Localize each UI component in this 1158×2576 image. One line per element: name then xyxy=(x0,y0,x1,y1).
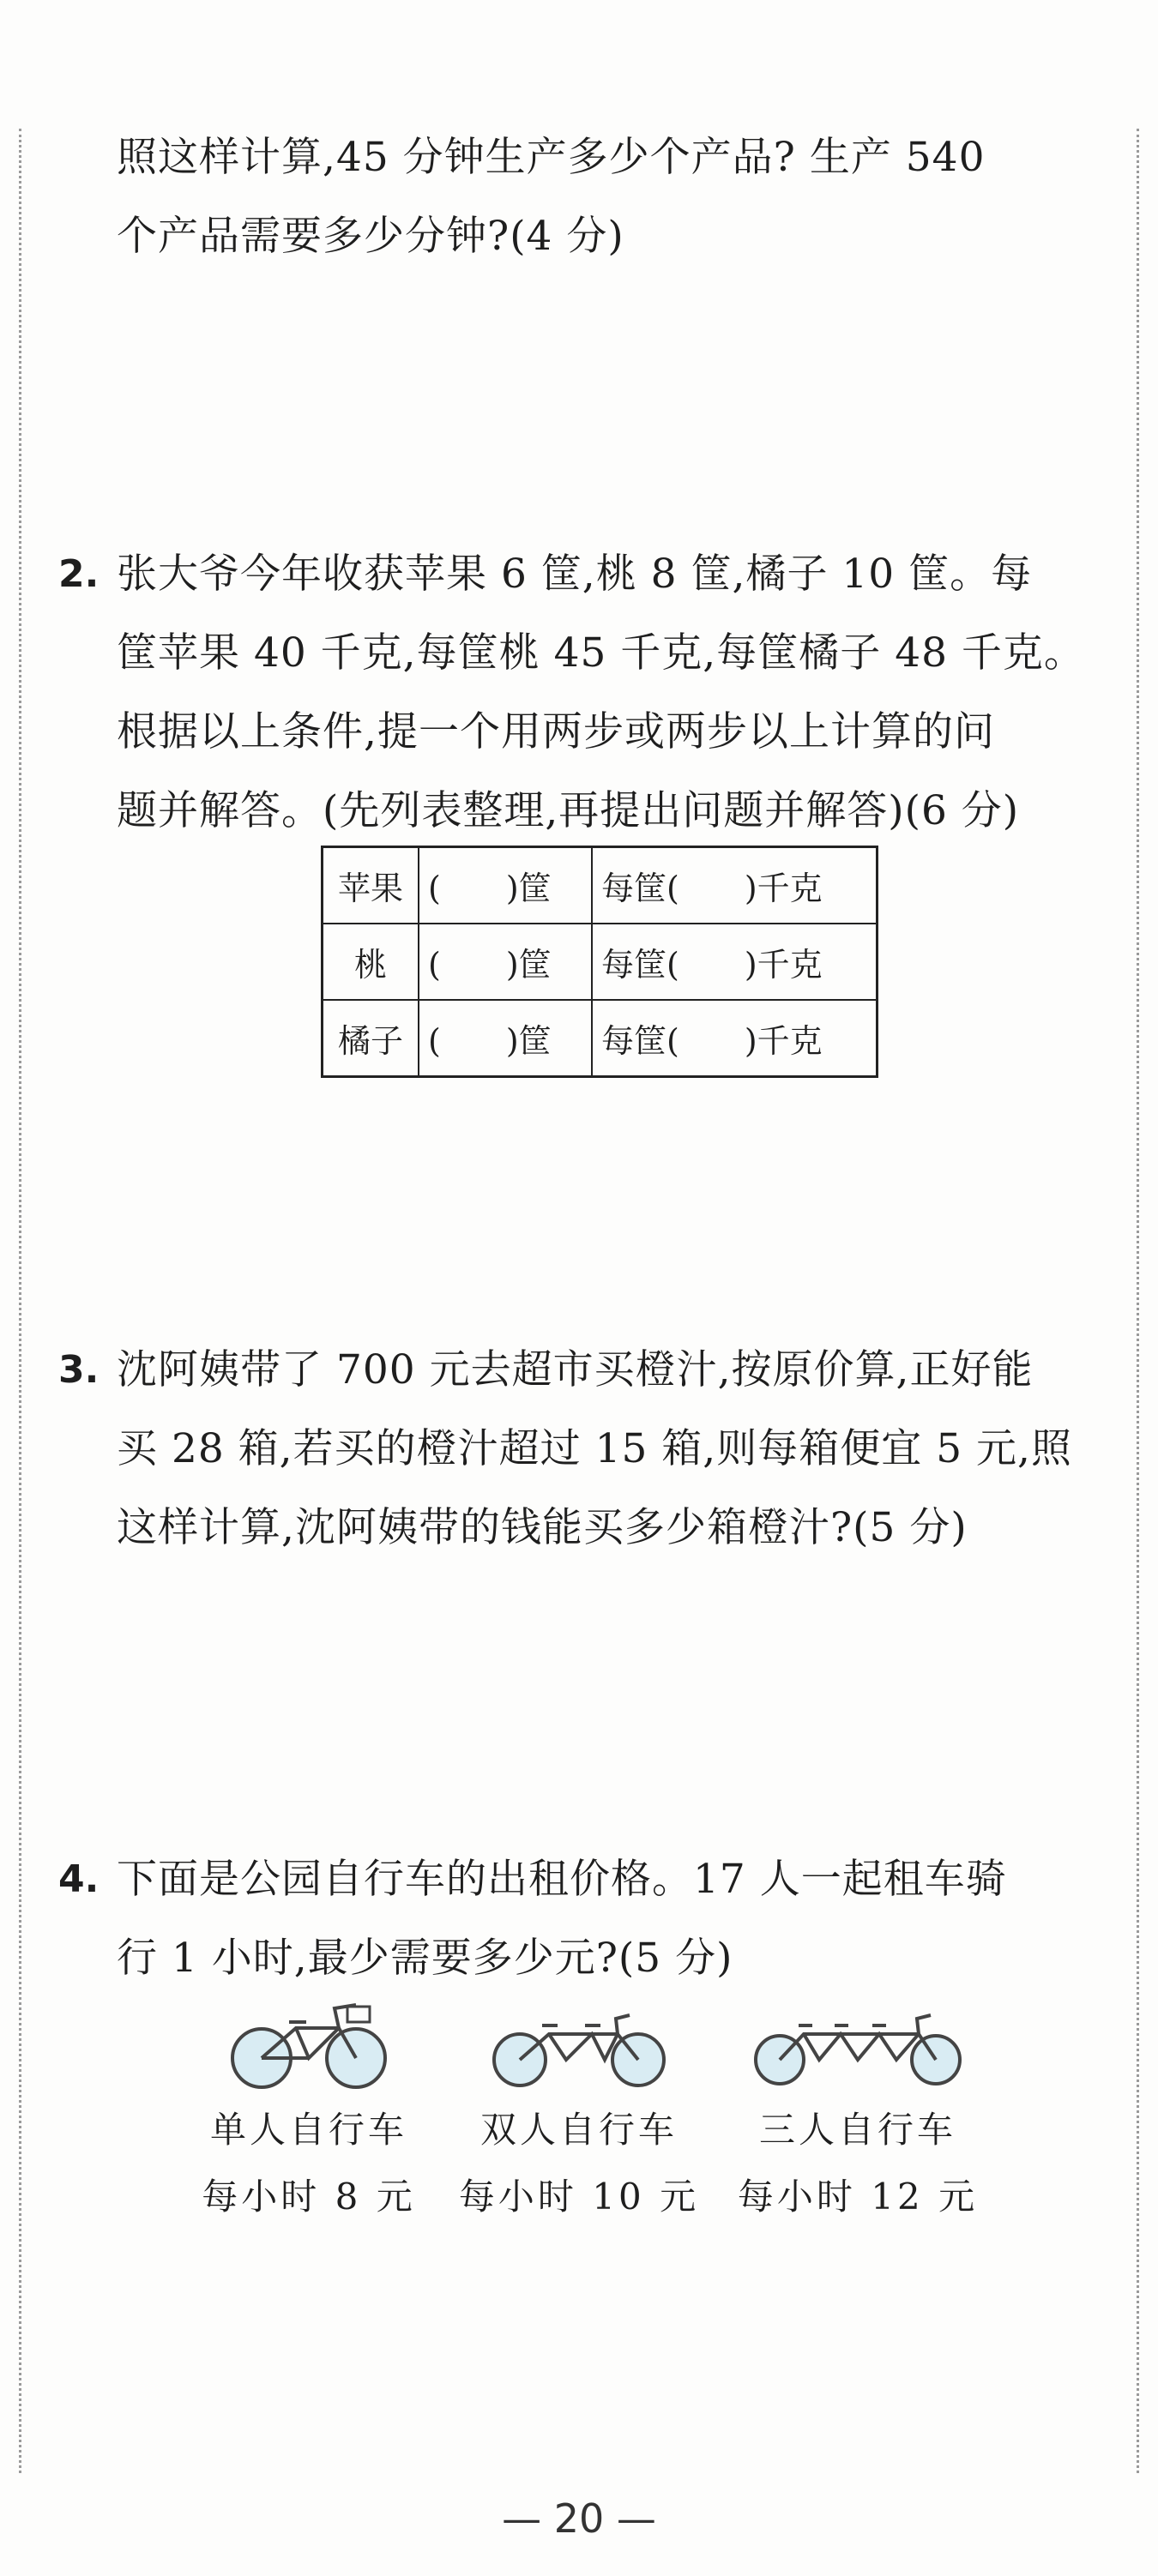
question-text-line: 根据以上条件,提一个用两步或两步以上计算的问 xyxy=(117,708,995,755)
triple-bike-icon xyxy=(751,1989,965,2092)
tandem-bike-icon xyxy=(489,1989,669,2092)
question-text-line: 行 1 小时,最少需要多少元?(5 分) xyxy=(117,1935,733,1982)
table-row xyxy=(323,924,878,1000)
fruit-name-cell: 苹果 xyxy=(323,847,419,924)
question-text-line: 个产品需要多少分钟?(4 分) xyxy=(117,213,624,260)
question-text-line: 买 28 箱,若买的橙汁超过 15 箱,则每箱便宜 5 元,照 xyxy=(117,1425,1072,1472)
basket-count-cell[interactable]: ( )筐 xyxy=(419,1000,592,1077)
basket-count-cell[interactable]: ( )筐 xyxy=(419,924,592,1000)
bike-option-triple xyxy=(721,1989,995,2226)
bike-price-list xyxy=(0,1989,1158,2247)
single-bike-icon xyxy=(227,1989,390,2092)
question-text-line: 下面是公园自行车的出租价格。17 人一起租车骑 xyxy=(117,1856,1007,1903)
question-text-line: 张大爷今年收获苹果 6 筐,桃 8 筐,橘子 10 筐。每 xyxy=(117,551,1033,598)
fruit-name-cell: 桃 xyxy=(323,924,419,1000)
bike-name: 单人自行车 xyxy=(209,2109,407,2151)
basket-weight-cell[interactable]: 每筐( )千克 xyxy=(592,1000,878,1077)
question-1-continuation xyxy=(62,118,1108,276)
question-number: 2. xyxy=(58,552,100,596)
fruit-table xyxy=(321,846,878,1078)
fruit-name-cell: 橘子 xyxy=(323,1000,419,1077)
bike-option-single xyxy=(172,1989,446,2226)
question-4 xyxy=(58,1840,1108,1998)
bike-option-tandem xyxy=(442,1989,716,2226)
question-number: 3. xyxy=(58,1348,100,1392)
question-text-line: 这样计算,沈阿姨带的钱能买多少箱橙汁?(5 分) xyxy=(117,1504,968,1551)
question-2 xyxy=(58,535,1108,851)
bike-price: 每小时 12 元 xyxy=(737,2176,979,2218)
basket-count-cell[interactable]: ( )筐 xyxy=(419,847,592,924)
page-number: — 20 — xyxy=(502,2495,656,2542)
question-3 xyxy=(58,1331,1108,1568)
question-text-line: 筐苹果 40 千克,每筐桃 45 千克,每筐橘子 48 千克。 xyxy=(117,629,1085,677)
question-text-line: 题并解答。(先列表整理,再提出问题并解答)(6 分) xyxy=(117,787,1020,834)
question-number: 4. xyxy=(58,1857,100,1901)
question-text-line: 照这样计算,45 分钟生产多少个产品? 生产 540 xyxy=(117,134,986,181)
bike-price: 每小时 8 元 xyxy=(202,2176,416,2218)
bike-name: 三人自行车 xyxy=(758,2109,956,2151)
bike-name: 双人自行车 xyxy=(479,2109,678,2151)
basket-weight-cell[interactable]: 每筐( )千克 xyxy=(592,924,878,1000)
table-row xyxy=(323,1000,878,1077)
question-text-line: 沈阿姨带了 700 元去超市买橙汁,按原价算,正好能 xyxy=(117,1346,1034,1393)
bike-price: 每小时 10 元 xyxy=(458,2176,700,2218)
basket-weight-cell[interactable]: 每筐( )千克 xyxy=(592,847,878,924)
table-row xyxy=(323,847,878,924)
